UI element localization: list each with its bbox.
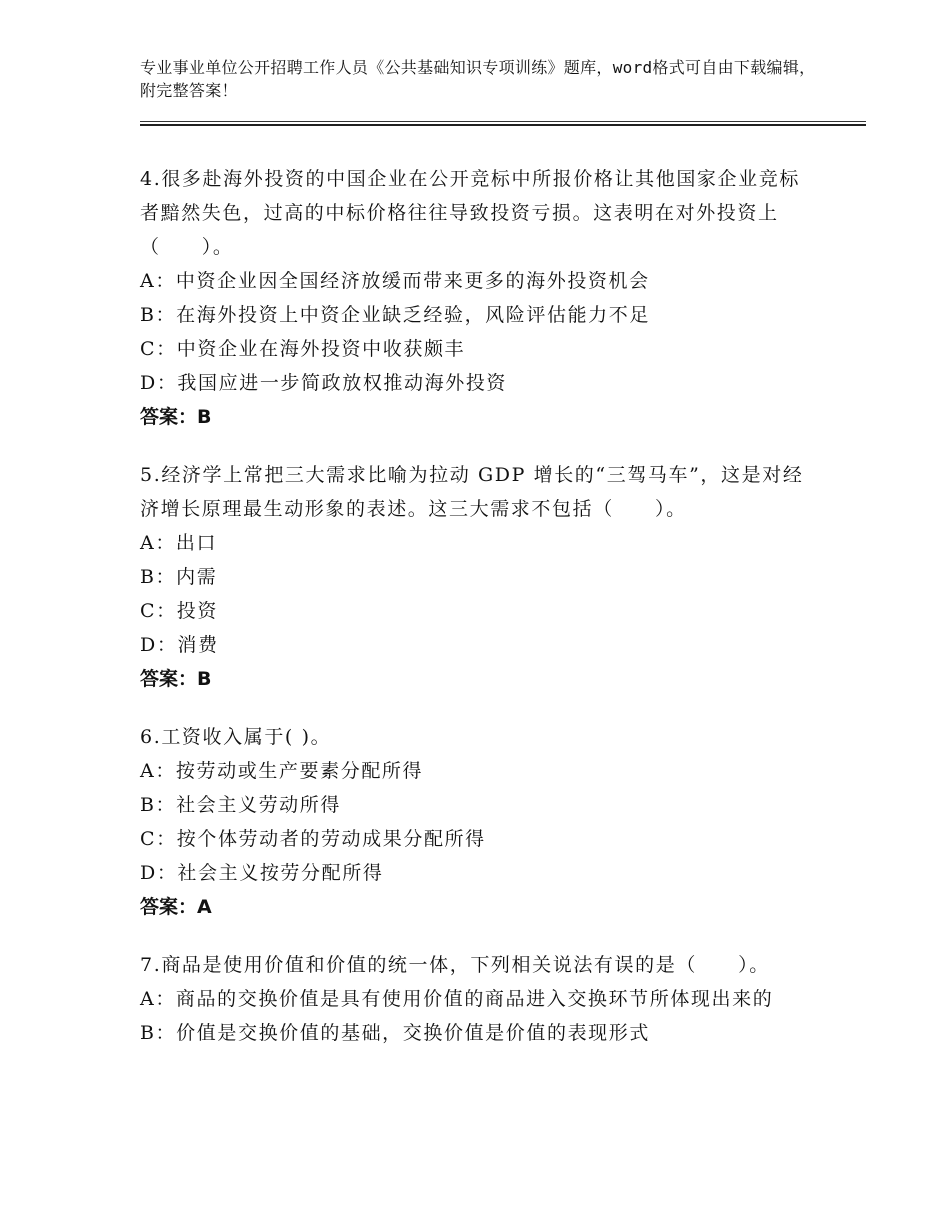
option-b: B：社会主义劳动所得 <box>140 794 341 816</box>
option-b: B：价值是交换价值的基础，交换价值是价值的表现形式 <box>140 1022 650 1044</box>
option-d: D：社会主义按劳分配所得 <box>140 862 384 884</box>
option-a: A：商品的交换价值是具有使用价值的商品进入交换环节所体现出来的 <box>140 988 774 1010</box>
question-7 <box>140 948 810 1050</box>
question-list <box>140 162 810 1074</box>
option-c: C：中资企业在海外投资中收获颇丰 <box>140 338 466 360</box>
option-a: A：出口 <box>140 532 218 554</box>
question-6 <box>140 720 810 924</box>
question-stem: 5.经济学上常把三大需求比喻为拉动 GDP 增长的“三驾马车”，这是对经济增长原理最生动形象的表述。这三大需求不包括（ ）。 <box>140 464 804 520</box>
option-c: C：按个体劳动者的劳动成果分配所得 <box>140 828 486 850</box>
header-rule-thick <box>140 124 866 126</box>
option-d: D：我国应进一步简政放权推动海外投资 <box>140 372 508 394</box>
question-4 <box>140 162 810 434</box>
option-a: A：按劳动或生产要素分配所得 <box>140 760 424 782</box>
header-rule-thin <box>140 121 866 122</box>
question-stem: 4.很多赴海外投资的中国企业在公开竞标中所报价格让其他国家企业竞标者黯然失色，过高的中标价格往往导致投资亏损。这表明在对外投资上（ ）。 <box>140 168 800 258</box>
question-stem: 6.工资收入属于( )。 <box>140 726 332 748</box>
question-stem: 7.商品是使用价值和价值的统一体，下列相关说法有误的是（ ）。 <box>140 954 770 976</box>
option-c: C：投资 <box>140 600 218 622</box>
answer: 答案：B <box>140 406 212 428</box>
option-b: B：在海外投资上中资企业缺乏经验，风险评估能力不足 <box>140 304 650 326</box>
question-5 <box>140 458 810 696</box>
option-d: D：消费 <box>140 634 219 656</box>
answer: 答案：B <box>140 668 212 690</box>
answer: 答案：A <box>140 896 212 918</box>
document-header: 专业事业单位公开招聘工作人员《公共基础知识专项训练》题库，word格式可自由下载编辑，附完整答案！ <box>140 58 816 100</box>
option-a: A：中资企业因全国经济放缓而带来更多的海外投资机会 <box>140 270 650 292</box>
option-b: B：内需 <box>140 566 218 588</box>
